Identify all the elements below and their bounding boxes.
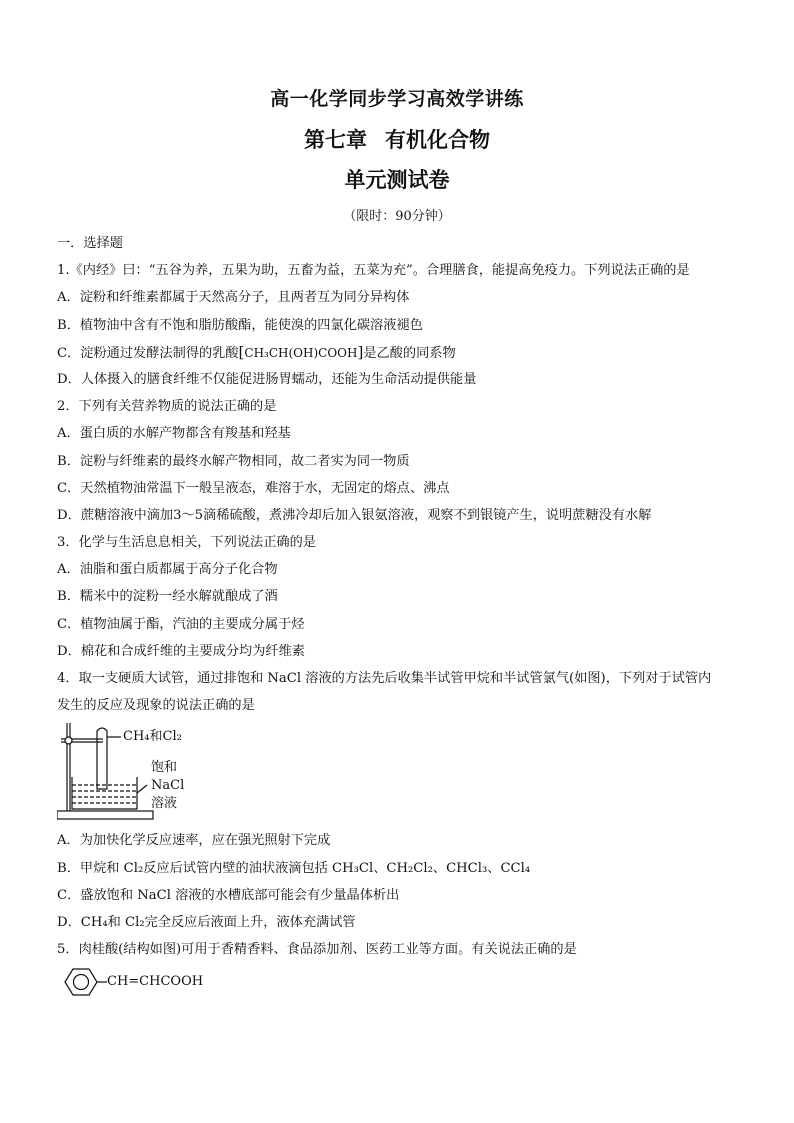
q3-option-a: A．油脂和蛋白质都属于高分子化合物 — [57, 562, 278, 578]
chapter-name: 有机化合物 — [385, 127, 490, 152]
benzene-ring-diagram — [57, 963, 109, 1001]
solution-label-line2: NaCl — [151, 778, 185, 794]
q2-option-a: A．蛋白质的水解产物都含有羧基和羟基 — [57, 426, 291, 442]
question-list — [57, 230, 747, 1001]
q4-stem-line1: 4．取一支硬质大试管，通过排饱和 NaCl 溶液的方法先后收集半试管甲烷和半试管氯气(如图)，下列对于试管内 — [57, 671, 712, 686]
lactic-acid-formula: CH₃CH(OH)COOH — [244, 345, 358, 360]
solution-label-line3: 溶液 — [151, 796, 178, 812]
q1-option-c-text: C．淀粉通过发酵法制得的乳酸 — [57, 345, 239, 361]
q4-stem-line2: 发生的反应及现象的说法正确的是 — [57, 698, 255, 714]
stand-base — [57, 811, 153, 819]
q1-option-a: A．淀粉和纤维素都属于天然高分子，且两者互为同分异构体 — [57, 290, 410, 306]
test-title: 单元测试卷 — [344, 167, 450, 192]
q5-stem: 5．肉桂酸(结构如图)可用于香精香料、食品添加剂、医药工业等方面。有关说法正确的是 — [57, 942, 577, 958]
q2-stem: 2．下列有关营养物质的说法正确的是 — [57, 399, 277, 415]
q3-option-b: B．糯米中的淀粉一经水解就酿成了酒 — [57, 589, 278, 605]
time-limit: （限时：90分钟） — [343, 209, 451, 224]
q1-option-b: B．植物油中含有不饱和脂肪酸酯，能使溴的四氯化碳溶液褪色 — [57, 317, 423, 333]
trough — [72, 777, 137, 809]
q3-option-c: C．植物油属于酯，汽油的主要成分属于烃 — [57, 616, 305, 632]
q4-option-b: B．甲烷和 Cl₂反应后试管内壁的油状液滴包括 CH₃Cl、CH₂Cl₂、CHCl₃、CCl₄ — [57, 860, 531, 876]
q1-option-d: D．人体摄入的膳食纤维不仅能促进肠胃蠕动，还能为生命活动提供能量 — [57, 371, 477, 387]
q1-option-c: C．淀粉通过发酵法制得的乳酸[CH₃CH(OH)COOH]是乙酸的同系物 — [57, 342, 456, 361]
apparatus-figure — [57, 719, 747, 827]
solution-label — [151, 759, 184, 813]
q4-option-d: D．CH₄和 Cl₂完全反应后液面上升，液体充满试管 — [57, 914, 356, 930]
cinnamic-acid-figure — [57, 963, 747, 1001]
q4-option-a: A．为加快化学反应速率，应在强光照射下完成 — [57, 833, 331, 849]
chapter-number: 第七章 — [304, 127, 367, 152]
q2-option-d: D．蔗糖溶液中滴加3～5滴稀硫酸，煮沸冷却后加入银氨溶液，观察不到银镜产生，说明蔗糖没有水解 — [57, 507, 652, 523]
side-chain-label: CH=CHCOOH — [107, 974, 204, 990]
gas-label: CH₄和Cl₂ — [123, 729, 182, 745]
section-title: 一．选择题 — [57, 236, 123, 251]
q2-option-b: B．淀粉与纤维素的最终水解产物相同，故二者实为同一物质 — [57, 453, 410, 469]
q4-option-c: C．盛放饱和 NaCl 溶液的水槽底部可能会有少量晶体析出 — [57, 887, 400, 903]
q1-option-c-tail: 是乙酸的同系物 — [363, 345, 456, 361]
chapter-title — [0, 124, 794, 154]
test-tube — [97, 728, 107, 789]
solution-label-line1: 饱和 — [151, 760, 178, 776]
q1-stem: 1.《内经》曰：“五谷为养，五果为助，五畜为益，五菜为充”。合理膳食，能提高免疫力。下列说法正确的是 — [57, 263, 690, 279]
q2-option-c: C．天然植物油常温下一般呈液态，难溶于水，无固定的熔点、沸点 — [57, 480, 450, 496]
series-title: 高一化学同步学习高效学讲练 — [270, 88, 524, 110]
q3-stem: 3．化学与生活息息相关，下列说法正确的是 — [57, 535, 316, 551]
q3-option-d: D．棉花和合成纤维的主要成分均为纤维素 — [57, 643, 305, 659]
